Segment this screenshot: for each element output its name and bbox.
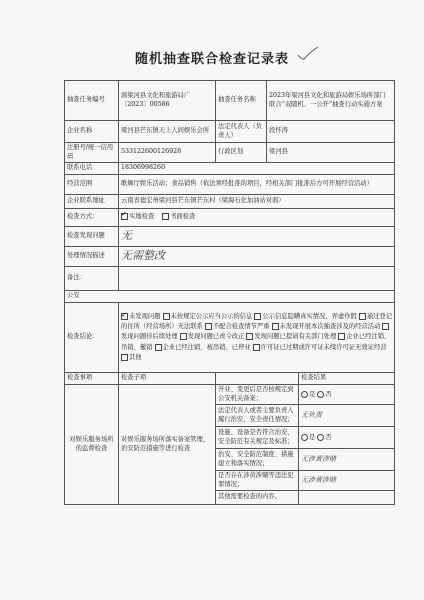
conclusion-checkbox[interactable] bbox=[180, 333, 187, 340]
result-cell bbox=[299, 471, 395, 491]
enterprise-value: 梁河县芒东镇天上人间娱乐会所 bbox=[119, 121, 216, 143]
remark-label: 备注： bbox=[65, 267, 119, 291]
task-no-label: 抽查任务编号 bbox=[65, 81, 119, 121]
method-label: 检查方式： bbox=[65, 209, 119, 227]
result-cell bbox=[299, 385, 395, 405]
conclusion-option: 未按规定公示应当公示的信息 bbox=[170, 312, 253, 320]
conclusion-label: 检查结论： bbox=[65, 303, 119, 373]
no-radio[interactable] bbox=[317, 391, 324, 398]
conclusion-checkbox[interactable] bbox=[254, 313, 261, 320]
sub-item: 开业、变更后是否按规定到公安机关备案； bbox=[216, 385, 299, 405]
legal-rep-value: 段怀涛 bbox=[267, 121, 395, 143]
result-cell bbox=[299, 449, 395, 471]
handling-handwritten: 无需整改 bbox=[121, 249, 165, 263]
conclusion-option: 未发现开展本次抽查涉及的经营活动 bbox=[279, 322, 381, 330]
legal-rep-label: 法定代表人（负责人） bbox=[216, 121, 267, 143]
no-label: 否 bbox=[325, 433, 332, 441]
inspection-form bbox=[64, 80, 395, 505]
enterprise-label: 企业名称 bbox=[65, 121, 119, 143]
conclusion-option: 其他 bbox=[129, 354, 142, 362]
task-no-value: 滇梁河县文化和旅游局广〔2023〕00586 bbox=[119, 81, 216, 121]
onsite-label: 实地检查 bbox=[129, 213, 155, 221]
sub-item: 法定代表人或者主要负责人履行治安、安全责任情况； bbox=[216, 405, 299, 427]
conclusion-option: 许可证已过期或许可证未续许可证无效证经营 bbox=[260, 343, 387, 351]
phone-value: 18306998260 bbox=[119, 163, 395, 175]
issues-handwritten: 无 bbox=[121, 229, 132, 243]
task-name-label: 抽查任务名称 bbox=[216, 81, 267, 121]
conclusion-checkbox[interactable] bbox=[246, 333, 253, 340]
issues-value bbox=[119, 227, 395, 247]
conclusion-option: 企业已经注销、吊销、撤销 bbox=[121, 333, 391, 351]
conclusion-option: 公示信息隐瞒真实情况、弄虚作假 bbox=[262, 312, 357, 320]
conclusion-option: 发现问题已责令改正 bbox=[187, 333, 245, 341]
yes-label: 是 bbox=[309, 390, 316, 398]
conclusion-checkbox[interactable] bbox=[359, 313, 366, 320]
credit-code-value: 533122600126928 bbox=[119, 143, 216, 163]
handwritten-check-mark bbox=[296, 46, 320, 62]
scope-value: 歌舞厅娱乐活动；食品销售（依法须经批准的项目，经相关部门批准后方可开展经营活动） bbox=[119, 175, 395, 195]
conclusion-option: 通过登记的住所（经营场所）无法联系 bbox=[121, 312, 393, 330]
conclusion-option: 不配合检查情节严重 bbox=[212, 322, 270, 330]
paper-checkbox[interactable] bbox=[162, 213, 169, 220]
conclusion-option: 发现问题待后续处理 bbox=[121, 333, 178, 341]
paper-label: 书面检查 bbox=[170, 213, 196, 221]
no-radio[interactable] bbox=[317, 434, 324, 441]
result-cell bbox=[299, 427, 395, 449]
result-note: 无涉黄涉赌 bbox=[301, 475, 337, 484]
result-note: 无涉黄涉赌 bbox=[301, 454, 337, 463]
conclusion-checkbox[interactable] bbox=[121, 354, 128, 361]
conclusion-checkbox[interactable] bbox=[163, 313, 170, 320]
remark-value bbox=[119, 267, 395, 291]
conclusion-option: 未发现问题 bbox=[129, 312, 161, 320]
public-security-header: 公安 bbox=[65, 291, 395, 303]
result-note: 无负责 bbox=[301, 410, 323, 419]
conclusion-option: 发现问题已提请有关部门处理 bbox=[254, 333, 337, 341]
conclusion-option: 企业已经注销、被吊销、已停业 bbox=[162, 343, 251, 351]
conclusion-checkbox[interactable] bbox=[338, 333, 345, 340]
handling-value bbox=[119, 247, 395, 267]
result-cell bbox=[299, 405, 395, 427]
method-options bbox=[119, 209, 395, 227]
address-value: 云南省德宏州梁河县芒东镇芒东村（梁海石化加油站对面） bbox=[119, 195, 395, 209]
phone-label: 联系电话 bbox=[65, 163, 119, 175]
items-header: 检查事项 bbox=[65, 373, 119, 385]
sub-items-header bbox=[216, 373, 299, 385]
category-label: 对娱乐服务场所的监督检查 bbox=[65, 385, 119, 505]
scope-label: 经营范围 bbox=[65, 175, 119, 195]
yes-radio[interactable] bbox=[301, 434, 308, 441]
result-header: 检查结果 bbox=[299, 373, 395, 385]
handling-label: 处理情况描述 bbox=[65, 247, 119, 267]
content-header: 检查子项 bbox=[119, 373, 216, 385]
sub-item: 治安、安全防范制度、措施建立和落实情况； bbox=[216, 449, 299, 471]
page-title: 随机抽查联合检查记录表 bbox=[134, 52, 289, 67]
sub-item: 是否存在涉黄涉赌等违法犯罪情况； bbox=[216, 471, 299, 491]
conclusion-checkbox[interactable] bbox=[272, 323, 279, 330]
conclusion-checkbox[interactable] bbox=[382, 323, 389, 330]
address-label: 企业联系地址 bbox=[65, 195, 119, 209]
region-label: 行政区划 bbox=[216, 143, 267, 163]
yes-label: 是 bbox=[309, 433, 316, 441]
conclusion-checkbox[interactable] bbox=[205, 323, 212, 330]
category-desc: 对娱乐服务场所落实备案管理、治安防范措施等进行检查 bbox=[119, 385, 216, 505]
task-name-value: 2023年梁河县文化和旅游局娱乐场所部门联合“双随机、一公开”抽查行动实施方案 bbox=[267, 81, 395, 121]
onsite-checkbox[interactable] bbox=[121, 213, 128, 220]
no-label: 否 bbox=[325, 390, 332, 398]
issues-label: 检查发现问题 bbox=[65, 227, 119, 247]
sub-item: 设施、设备是否符合治安、安全防范有关规定及标准； bbox=[216, 427, 299, 449]
yes-radio[interactable] bbox=[301, 391, 308, 398]
credit-code-label: 注册号/统一信用码 bbox=[65, 143, 119, 163]
result-cell bbox=[299, 491, 395, 505]
conclusion-options bbox=[119, 303, 395, 373]
conclusion-checkbox[interactable] bbox=[121, 313, 128, 320]
conclusion-checkbox[interactable] bbox=[155, 344, 162, 351]
conclusion-checkbox[interactable] bbox=[253, 344, 260, 351]
region-value: 梁河县 bbox=[267, 143, 395, 163]
sub-item: 其他需要检查的内容。 bbox=[216, 491, 299, 505]
